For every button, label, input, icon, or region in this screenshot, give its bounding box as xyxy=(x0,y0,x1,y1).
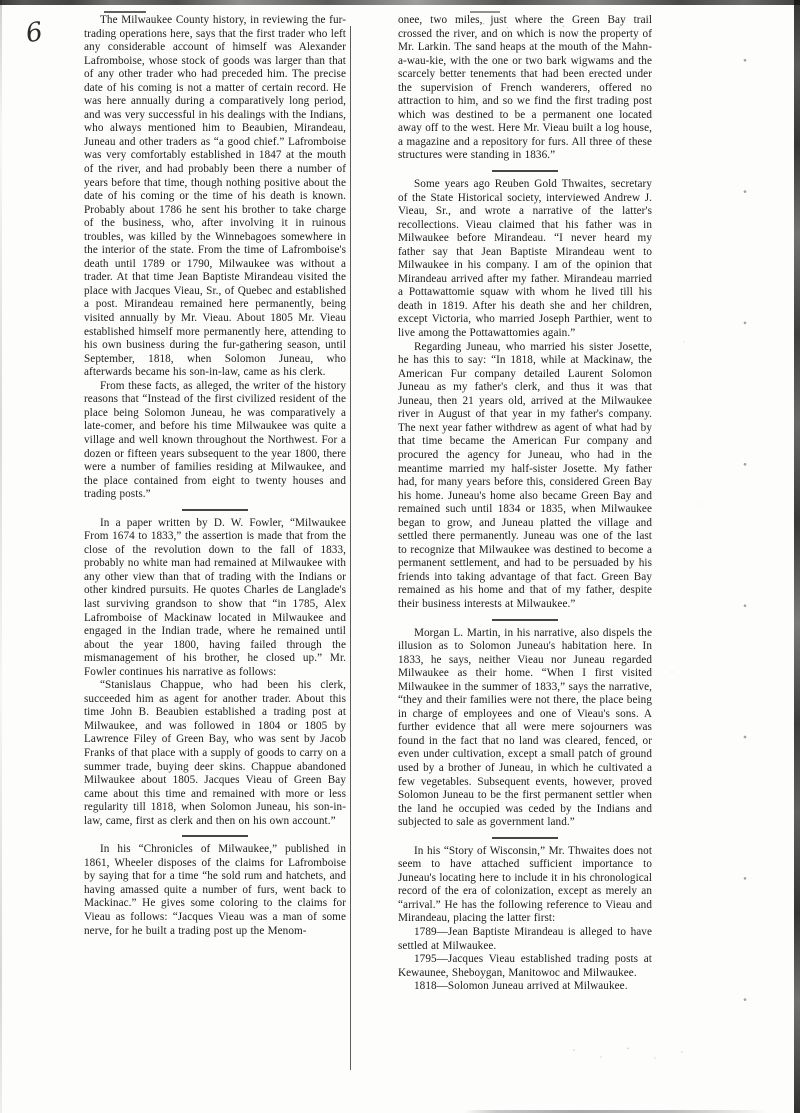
article-paragraph: Morgan L. Martin, in his narrative, also dispels the illusion as to Solomon Juneau's habitation here. In 1833, he says, neither Vieau nor Juneau regarded Milwaukee as their home. “When I first visited Milwaukee in the summer of 1833,” says the narrative, “they and their families were not there, the place being in charge of employees and one of Vieau's sons. A further evidence that all were mere sojourners was found in the fact that no land was cleared, fenced, or even under cultivation, except a small patch of ground used by a brother of Juneau, in which he cultivated a few vegetables. Subsequent events, however, proved Solomon Juneau to be the first permanent settler when the land he occupied was ceded by the Indians and subjected to sale as government land.” xyxy=(398,626,652,829)
column-divider-rule xyxy=(350,26,351,1070)
clipping-margin-dots-artifact xyxy=(742,30,748,1040)
article-paragraph: Regarding Juneau, who married his sister Josette, he has this to say: “In 1818, while at Mackinaw, the American Fur company detailed Laurent Solomon Juneau as my father's clerk, and thus it was that Juneau, then 21 years old, arrived at the Milwaukee river in August of that year in my father's company. The next year father withdrew as agent of what had by that time became the American Fur company and procured the agency for Juneau, who had in the meantime married my half-sister Josette. My father had, for many years before this, considered Green Bay his home. Juneau's home also became Green Bay and remained such until 1834 or 1835, when Milwaukee began to grow, and Juneau platted the village and settled there permanently. Juneau was one of the last to recognize that Milwaukee was destined to become a permanent settlement, and had to be persuaded by his friends into taking advantage of that fact. Green Bay remained as his home and that of my father, despite their business interests at Milwaukee.” xyxy=(398,340,652,610)
article-paragraph: From these facts, as alleged, the writer of the history reasons that “Instead of the first civilized resident of the place being Solomon Juneau, he was comparatively a late-comer, and before his time Milwaukee was quite a village and well known throughout the Northwest. For a dozen or fifteen years subsequent to the year 1800, there were a number of families residing at Milwaukee, and the place contained from eight to twenty houses and trading posts.” xyxy=(84,379,346,501)
clipping-trim-rule-left xyxy=(104,11,146,13)
section-divider xyxy=(398,831,652,844)
column-left xyxy=(84,14,356,1084)
clipping-trim-rule-right xyxy=(470,11,500,13)
scan-left-edge-artifact xyxy=(0,0,2,1113)
column-right xyxy=(380,14,652,1084)
article-paragraph: In his “Story of Wisconsin,” Mr. Thwaites does not seem to have attached sufficient importance to Juneau's locating here to include it in his chronological record of the era of colonization, except as merely an “arrival.” He has the following reference to Vieau and Mirandeau, placing the latter first: xyxy=(398,844,652,925)
article-paragraph: In his “Chronicles of Milwaukee,” published in 1861, Wheeler disposes of the claims for Lafromboise by saying that for a time “he sold rum and hatchets, and having amassed quite a number of furs, went back to Mackinac.” He gives some coloring to the claims for Vieau as follows: “Jacques Vieau was a man of some nerve, for he built a trading post up the Menom- xyxy=(84,843,346,937)
article-paragraph: “Stanislaus Chappue, who had been his clerk, succeeded him as agent for another trader. About this time John B. Beaubien established a trading post at Milwaukee, and was followed in 1804 or 1805 by Lawrence Filey of Green Bay, who was sent by Jacob Franks of that place with a supply of goods to carry on a summer trade, buying deer skins. Chappue abandoned Milwaukee about 1805. Jacques Vieau of Green Bay came about this time and remained with more or less regularity till 1818, when Solomon Juneau, his son-in-law, came, first as clerk and then on his own account.” xyxy=(84,679,346,827)
handwritten-page-number: 6 xyxy=(23,16,45,50)
scan-top-edge-artifact xyxy=(0,0,800,5)
article-paragraph: 1818—Solomon Juneau arrived at Milwaukee. xyxy=(414,980,628,993)
section-divider xyxy=(84,503,346,516)
article-paragraph: 1795—Jacques Vieau established trading posts at Kewaunee, Sheboygan, Manitowoc and Milwaukee. xyxy=(398,953,652,979)
article-paragraph: The Milwaukee County history, in reviewing the fur-trading operations here, says that the first trader who left any considerable account of himself was Alexander Lafromboise, whose stock of goods was larger than that of any other trader who had preceded him. The precise date of his coming is not a matter of certain record. He was here annually during a comparatively long period, and was very successful in his dealings with the Indians, who always mentioned him to Beaubien, Mirandeau, Juneau and other traders as “a good chief.” Lafromboise was very comfortably established in 1847 at the mouth of the river, and had probably been there a number of years before that time, though nothing positive about the date of his coming or the time of his death is known. Probably about 1786 he sent his brother to take charge of the business, who, after involving it in ruinous troubles, was killed by the Winnebagoes somewhere in the interior of the state. From the time of Lafromboise's death until 1789 or 1790, Milwaukee was without a trader. At that time Jean Baptiste Mirandeau visited the place with Jacques Vieau, Sr., of Quebec and established a post. Mirandeau remained here permanently, being visited annually by Mr. Vieau. About 1805 Mr. Vieau established himself more permanently here, attending to his own business during the fur-gathering season, until September, 1818, when Solomon Juneau, who afterwards became his son-in-law, came as his clerk. xyxy=(84,14,346,379)
newspaper-clipping xyxy=(84,14,736,1084)
section-divider xyxy=(84,829,346,842)
scan-right-edge-artifact xyxy=(794,0,800,1113)
section-divider xyxy=(398,613,652,626)
article-paragraph: onee, two miles, just where the Green Bay trail crossed the river, and on which is now the property of Mr. Larkin. The sand heaps at the mouth of the Mahn-a-wau-kie, with the one or two bark wigwams and the scarcely better tenements that had been erected under the supervision of French wanderers, offered no attraction to him, and so we find the first trading post which was destined to be a permanent one located away off to the west. Here Mr. Vieau built a log house, a magazine and a repository for furs. All three of these structures were standing in 1836.” xyxy=(398,14,652,162)
article-paragraph: Some years ago Reuben Gold Thwaites, secretary of the State Historical society, interviewed Andrew J. Vieau, Sr., and wrote a narrative of the latter's recollections. Vieau claimed that his father was in Milwaukee before Mirandeau. “I never heard my father say that Jean Baptiste Mirandeau went to Milwaukee in his company. I am of the opinion that Mirandeau arrived after my father. Mirandeau married a Pottawattomie squaw with whom he lived till his death in 1819. After his death she and her children, except Victoria, who married Joseph Parthier, went to live among the Pottawattomies again.” xyxy=(398,178,652,340)
article-paragraph: In a paper written by D. W. Fowler, “Milwaukee From 1674 to 1833,” the assertion is made that from the close of the revolution down to the fall of 1833, probably no white man had remained at Milwaukee with any other view than that of trading with the Indians or other kindred pursuits. He quotes Charles de Langlade's last surviving grandson to show that “in 1785, Alex Lafromboise of Mackinaw located in Milwaukee and engaged in the Indian trade, where he remained until about the year 1800, having failed through the mismanagement of his brother, he closed up.” Mr. Fowler continues his narrative as follows: xyxy=(84,516,346,678)
article-paragraph: 1789—Jean Baptiste Mirandeau is alleged to have settled at Milwaukee. xyxy=(398,926,652,952)
section-divider xyxy=(398,164,652,177)
